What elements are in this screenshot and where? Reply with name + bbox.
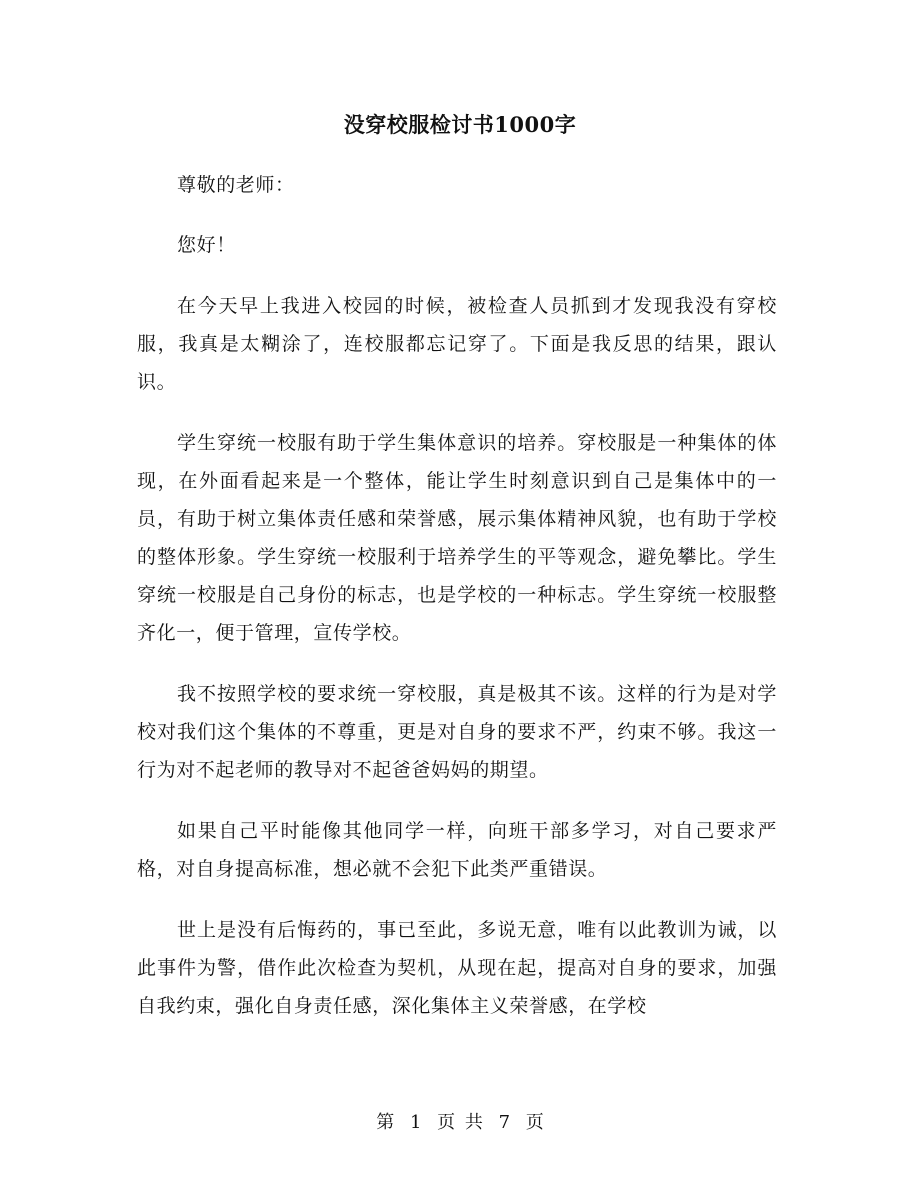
paragraph-self-improvement: 如果自己平时能像其他同学一样，向班干部多学习，对自己要求严格，对自身提高标准，想必就不会犯下此类严重错误。 xyxy=(137,820,777,880)
page-label-mid: 页 共 xyxy=(437,1112,483,1133)
page-label-prefix: 第 xyxy=(376,1112,395,1133)
paragraph-uniform-importance: 学生穿统一校服有助于学生集体意识的培养。穿校服是一种集体的体现，在外面看起来是一个整体，能让学生时刻意识到自己是集体中的一员，有助于树立集体责任感和荣誉感，展示集体精神风貌，也有助于学校的整体形象。学生穿统一校服利于培养学生的平等观念，避免攀比。学生穿统一校服是自己身份的标志，也是学校的一种标志。学生穿统一校服整齐化一，便于管理，宣传学校。 xyxy=(137,432,777,644)
greeting: 您好！ xyxy=(177,234,236,256)
current-page-number: 1 xyxy=(409,1112,422,1133)
paragraph-resolution: 世上是没有后悔药的，事已至此，多说无意，唯有以此教训为诫，以此事件为警，借作此次检查为契机，从现在起，提高对自身的要求，加强自我约束，强化自身责任感，深化集体主义荣誉感，在学校 xyxy=(137,919,777,1017)
total-pages-number: 7 xyxy=(498,1112,511,1133)
salutation: 尊敬的老师： xyxy=(177,174,295,196)
document-title: 没穿校服检讨书1000字 xyxy=(343,112,577,137)
paragraph-incident: 在今天早上我进入校园的时候，被检查人员抓到才发现我没有穿校服，我真是太糊涂了，连校服都忘记穿了。下面是我反思的结果，跟认识。 xyxy=(137,295,777,393)
document-body xyxy=(137,166,777,1048)
page-number-footer xyxy=(0,1108,920,1138)
paragraph-reflection: 我不按照学校的要求统一穿校服，真是极其不该。这样的行为是对学校对我们这个集体的不尊重，更是对自身的要求不严，约束不够。我这一行为对不起老师的教导对不起爸爸妈妈的期望。 xyxy=(137,683,777,781)
page-label-suffix: 页 xyxy=(525,1112,544,1133)
